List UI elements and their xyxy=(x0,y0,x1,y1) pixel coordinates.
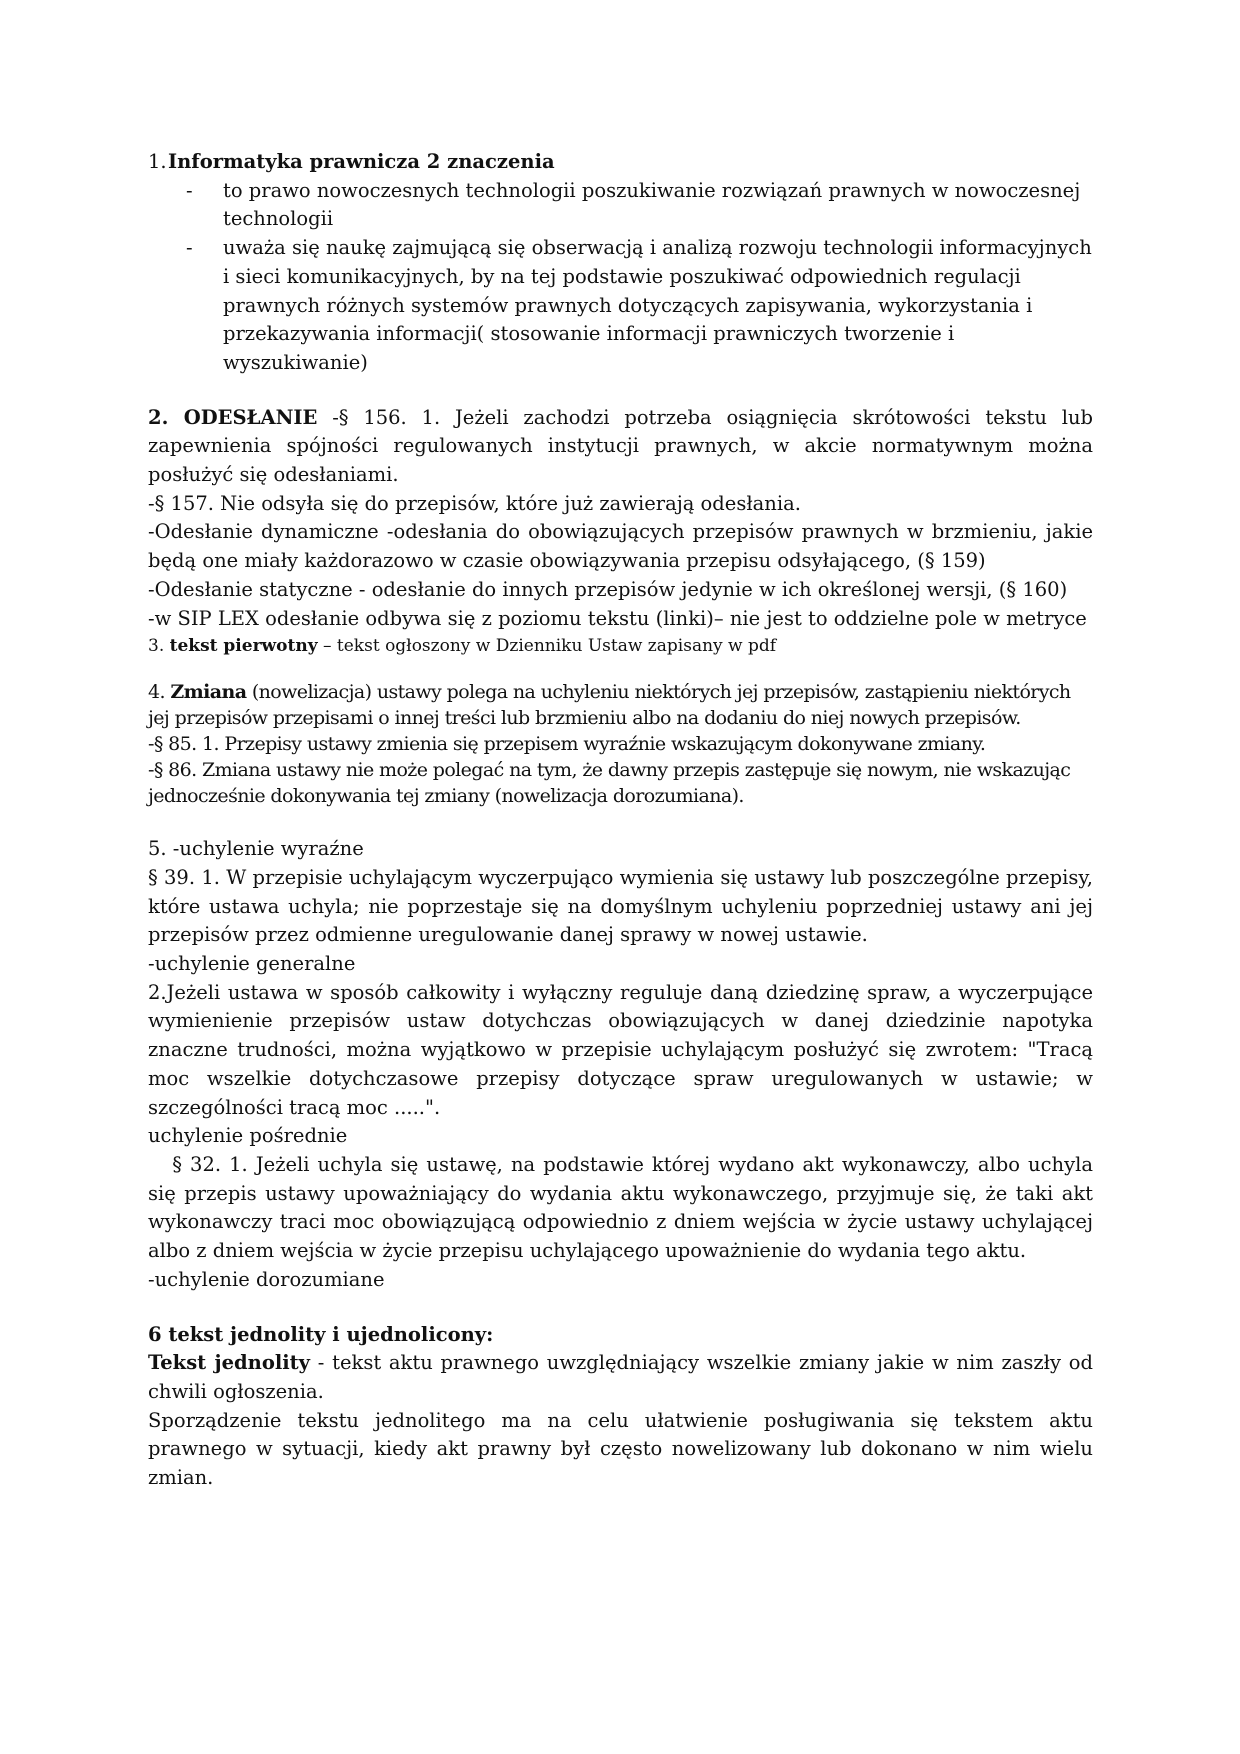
section-6-term: Tekst jednolity xyxy=(148,1351,310,1375)
dash-bullet: - xyxy=(186,178,193,202)
section-4-paragraph xyxy=(148,679,1093,731)
section-2-paragraph xyxy=(148,404,1093,490)
section-5-generalne: -uchylenie generalne xyxy=(148,952,356,976)
section-3-number: 3. xyxy=(148,636,170,657)
section-3-title: tekst pierwotny xyxy=(169,636,318,657)
section-5-paragraph-39: § 39. 1. W przepisie uchylającym wyczerpująco wymienia się ustawy lub poszczególne przepisy, które ustawa uchyla; nie poprzestaje się na domyślnym uchyleniu poprzedniej ustawy ani jej przepisów przez odmienne uregulowanie danej sprawy w nowej ustawie. xyxy=(148,865,1093,947)
section-2-line: -§ 157. Nie odsyła się do przepisów, które już zawierają odesłania. xyxy=(148,491,801,515)
section-5-paragraph-2: 2.Jeżeli ustawa w sposób całkowity i wyłączny reguluje daną dziedzinę spraw, a wyczerpujące wymienienie przepisów ustaw dotychczas obowiązujących w danej dziedzinie napotyka znaczne trudności, można wyjątkowo w przepisie uchylającym posłużyć się zwrotem: "Tracą moc wszelkie dotychczasowe przepisy dotyczące spraw uregulowanych w ustawie; w szczególności tracą moc .....". xyxy=(148,980,1093,1119)
section-2-line: -w SIP LEX odesłanie odbywa się z poziomu tekstu (linki)– nie jest to oddzielne pole w metryce xyxy=(148,606,1087,630)
dash-bullet: - xyxy=(186,236,193,260)
section-6-purpose: Sporządzenie tekstu jednolitego ma na celu ułatwienie posługiwania się tekstem aktu prawnego w sytuacji, kiedy akt prawny był często nowelizowany lub dokonano w nim wielu zmian. xyxy=(148,1408,1093,1490)
section-2-line: -Odesłanie statyczne - odesłanie do innych przepisów jedynie w ich określonej wersji, (§ 160) xyxy=(148,577,1068,601)
section-1-title: Informatyka prawnicza 2 znaczenia xyxy=(168,150,555,173)
section-2-line: -Odesłanie dynamiczne -odesłania do obowiązujących przepisów prawnych w brzmieniu, jakie będą one miały każdorazowo w czasie obowiązywania przepisu odsyłającego, (§ 159) xyxy=(148,520,1093,573)
list-item-text: uważa się naukę zajmującą się obserwacją i analizą rozwoju technologii informacyjnych i sieci komunikacyjnych, by na tej podstawie poszukiwać odpowiednich regulacji prawnych różnych systemów prawnych dotyczących zapisywania, wykorzystania i przekazywania informacji( stosowanie informacji prawniczych tworzenie i wyszukiwanie) xyxy=(223,236,1092,374)
section-5-heading: 5. -uchylenie wyraźne xyxy=(148,837,364,861)
section-4-title: Zmiana xyxy=(170,681,247,704)
section-5-paragraph-32 xyxy=(148,1151,1093,1266)
section-5-posrednie: uchylenie pośrednie xyxy=(148,1124,348,1148)
section-4-text: (nowelizacja) ustawy polega na uchyleniu niektórych jej przepisów, zastąpieniu niektórych jej przepisów przepisami o innej treści lub brzmieniu albo na dodaniu do niej nowych przepisów. xyxy=(148,681,1071,730)
section-4-block xyxy=(148,679,1093,809)
list-item-text: to prawo nowoczesnych technologii poszukiwanie rozwiązań prawnych w nowoczesnej technologii xyxy=(223,178,1081,231)
section-6-definition-text: - tekst aktu prawnego uwzględniający wszelkie zmiany jakie w nim zaszły od chwili ogłoszenia. xyxy=(148,1351,1094,1403)
section-4-line: -§ 86. Zmiana ustawy nie może polegać na tym, że dawny przepis zastępuje się nowym, nie wskazując jednocześnie dokonywania tej zmiany (nowelizacja dorozumiana). xyxy=(148,759,1071,808)
section-2-intro: -§ 156. 1. Jeżeli zachodzi potrzeba osiągnięcia skrótowości tekstu lub zapewnienia spójności regulowanych instytucji prawnych, w akcie normatywnym można posłużyć się odesłaniami. xyxy=(148,405,1094,487)
section-2-title: 2. ODESŁANIE xyxy=(148,405,318,429)
section-3-text: – tekst ogłoszony w Dzienniku Ustaw zapisany w pdf xyxy=(317,636,777,657)
section-5-dorozumiane: -uchylenie dorozumiane xyxy=(148,1267,385,1291)
section-1-list xyxy=(148,177,1093,378)
section-3-paragraph xyxy=(148,633,1093,659)
section-4-number: 4. xyxy=(148,681,171,704)
section-1-heading xyxy=(148,148,1093,177)
section-4-line: -§ 85. 1. Przepisy ustawy zmienia się przepisem wyraźnie wskazującym dokonywane zmiany. xyxy=(148,733,986,756)
section-6-definition xyxy=(148,1349,1093,1406)
section-6-heading: 6 tekst jednolity i ujednolicony: xyxy=(148,1322,494,1346)
section-1-number: 1. xyxy=(148,150,167,173)
document-page xyxy=(148,148,1093,1493)
section-5-paragraph-32-text: § 32. 1. Jeżeli uchyla się ustawę, na podstawie której wydano akt wykonawczy, albo uchyla się przepis ustawy upoważniający do wydania aktu wykonawczego, przyjmuje się, że taki akt wykonawczy traci moc obowiązującą odpowiednio z dniem wejścia w życie ustawy uchylającej albo z dniem wejścia w życie przepisu uchylającego upoważnienie do wydania tego aktu. xyxy=(148,1152,1093,1263)
list-item xyxy=(148,234,1093,378)
list-item xyxy=(148,177,1093,234)
